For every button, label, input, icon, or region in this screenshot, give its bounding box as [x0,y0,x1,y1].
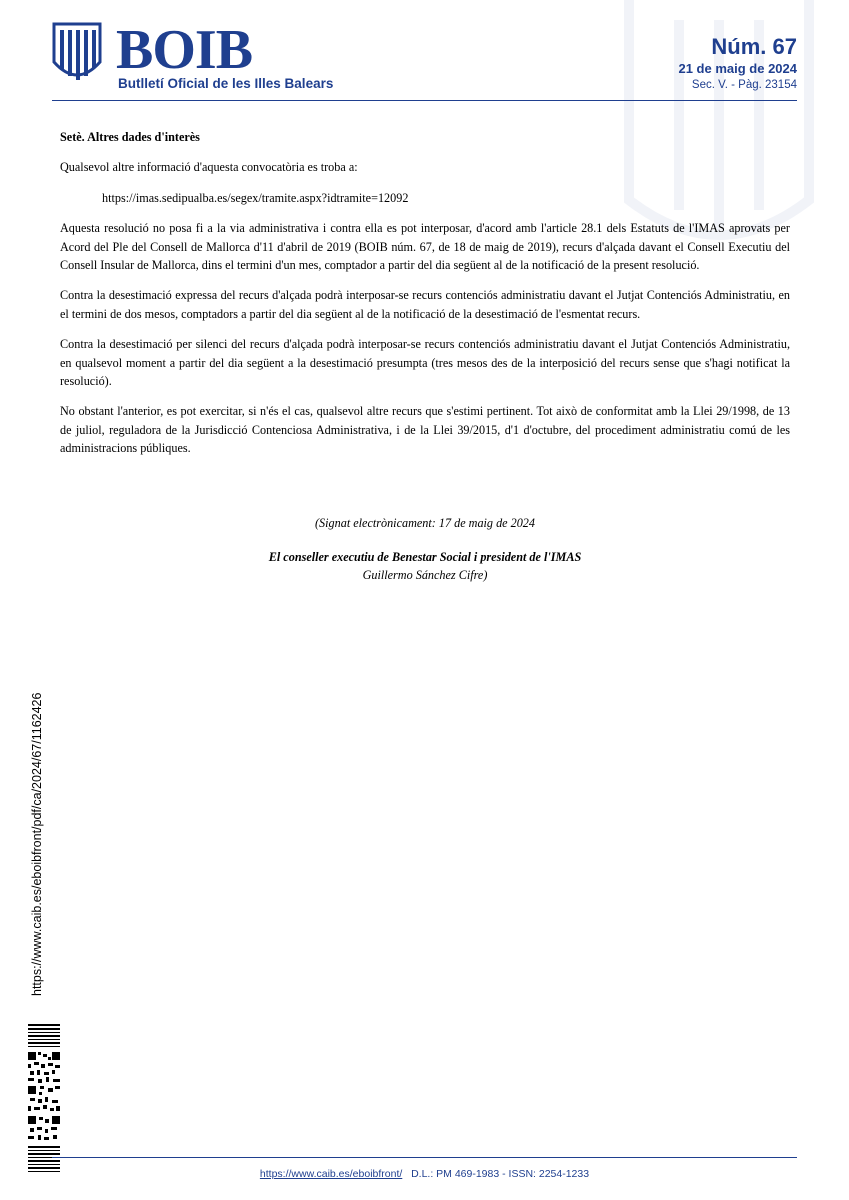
header-divider [52,100,797,101]
barcode-qr-icon [28,1024,60,1172]
signatory-name: Guillermo Sánchez Cifre) [362,568,488,582]
section-title: Setè. Altres dades d'interès [60,130,200,144]
section-page: Sec. V. - Pàg. 23154 [691,79,797,91]
brand-title: BOIB [116,19,253,81]
footer [0,1168,849,1180]
body-paragraph: No obstant l'anterior, es pot exercitar, si n'és el cas, qualsevol altre recurs que s'estimi pertinent. Tot això de conformitat amb la Llei 29/1998, de 13 de juliol, reguladora de la Jurisdicció Contenciosa Administrativa, i de la Llei 39/2015, d'1 d'octubre, del procediment administratiu comú de les administracions públiques. [60,404,790,456]
body-paragraph: Contra la desestimació per silenci del recurs d'alçada podrà interposar-se recurs contenciós administratiu davant el Jutjat Contenciós Administratiu, en qualsevol moment a partir del dia següent a la desestimació presumpta (tres mesos des de la interposició del recurs sense que s'hagi notificat la resolució). [60,337,790,389]
footer-legal: D.L.: PM 469-1983 - ISSN: 2254-1233 [411,1168,590,1180]
brand-subtitle: Butlletí Oficial de les Illes Balears [118,76,334,91]
intro-paragraph: Qualsevol altre informació d'aquesta convocatòria es troba a: [60,160,358,175]
body-paragraph: Contra la desestimació expressa del recurs d'alçada podrà interposar-se recurs contenciós administratiu davant el Jutjat Contenciós Administratiu, en el termini de dos mesos, comptadors a partir del dia següent al de la notificació de la desestimació de l'esmentat recurs. [60,288,790,321]
signature-block [60,514,790,584]
footer-link[interactable]: https://www.caib.es/eboibfront/ [259,1168,403,1180]
issue-date: 21 de maig de 2024 [678,61,797,76]
issue-number: Núm. 67 [711,34,797,59]
issue-info [678,34,797,92]
vertical-document-url: https://www.caib.es/eboibfront/pdf/ca/2024/67/1162426 [30,692,44,996]
info-url: https://imas.sedipualba.es/segex/tramite.aspx?idtramite=12092 [102,190,409,205]
body-paragraph: Aquesta resolució no posa fi a la via administrativa i contra ella es pot interposar, d'acord amb l'article 28.1 dels Estatuts de l'IMAS aprovats per Acord del Ple del Consell de Mallorca d'11 d'abril de 2019 (BOIB núm. 67, de 18 de maig de 2019), recurs d'alçada davant el Consell Executiu del Consell Insular de Mallorca, dins el termini d'un mes, comptador a partir del dia següent al de la notificació de la present resolució. [60,221,790,273]
signatory-role: El conseller executiu de Benestar Social i president de l'IMAS [268,550,582,564]
document-body [60,128,790,470]
signature-date: (Signat electrònicament: 17 de maig de 2024 [315,516,535,530]
coat-of-arms-logo [52,22,102,86]
footer-divider [52,1157,797,1158]
